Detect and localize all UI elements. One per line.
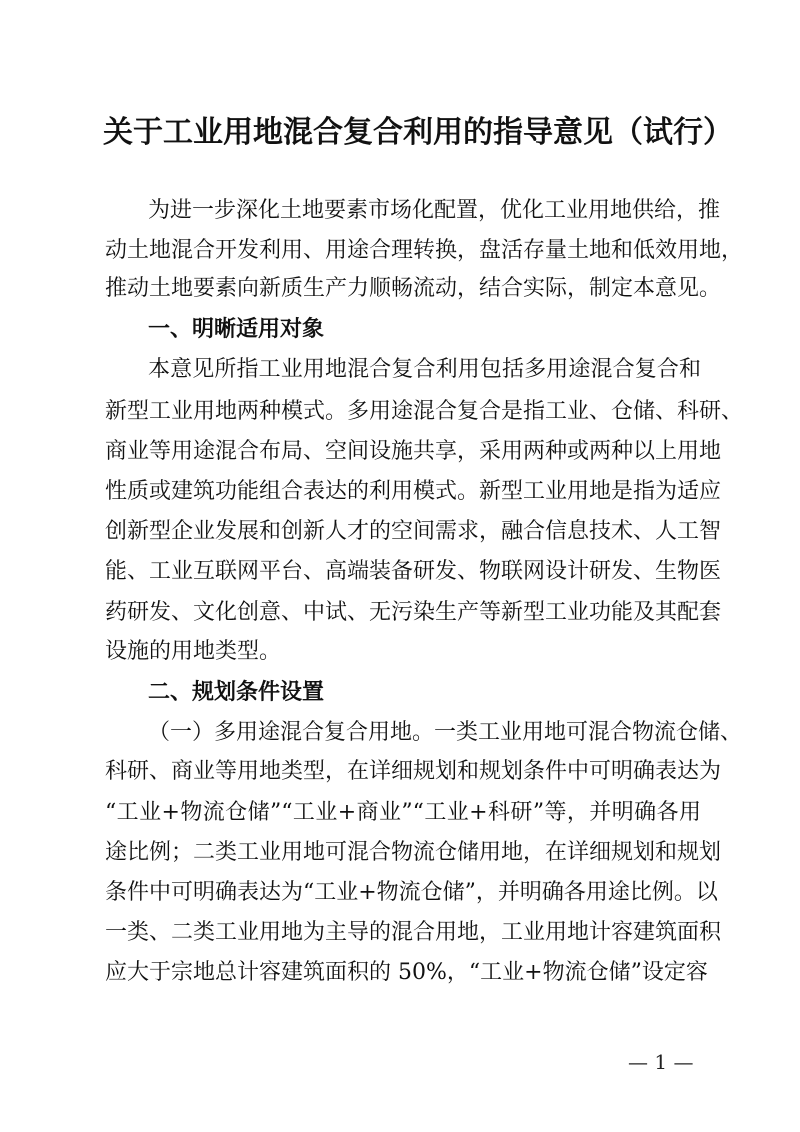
body-line: 创新型企业发展和创新人才的空间需求，融合信息技术、人工智 xyxy=(105,519,722,544)
intro-line: 为进一步深化土地要素市场化配置，优化工业用地供给，推 xyxy=(148,198,721,223)
body-line: 本意见所指工业用地混合复合利用包括多用途混合复合和 xyxy=(148,357,701,382)
body-line: “工业+物流仓储”“工业+商业”“工业+科研”等，并明确各用 xyxy=(105,800,701,825)
document-title: 关于工业用地混合复合利用的指导意见（试行） xyxy=(103,115,733,150)
body-line: 应大于宗地总计容建筑面积的 50%，“工业+物流仓储”设定容 xyxy=(105,960,708,985)
section-heading-2: 二、规划条件设置 xyxy=(148,680,325,705)
body-line: 药研发、文化创意、中试、无污染生产等新型工业功能及其配套 xyxy=(105,600,722,625)
section-heading-1: 一、明晰适用对象 xyxy=(148,317,325,342)
body-line: 一类、二类工业用地为主导的混合用地，工业用地计容建筑面积 xyxy=(105,920,722,945)
page-number: — 1 — xyxy=(628,1050,694,1074)
body-line: 途比例；二类工业用地可混合物流仓储用地，在详细规划和规划 xyxy=(105,840,722,865)
body-line: 科研、商业等用地类型，在详细规划和规划条件中可明确表达为 xyxy=(105,759,722,784)
body-line: 能、工业互联网平台、高端装备研发、物联网设计研发、生物医 xyxy=(105,559,722,584)
intro-line: 动土地混合开发利用、用途合理转换，盘活存量土地和低效用地， xyxy=(105,238,744,263)
body-line: 新型工业用地两种模式。多用途混合复合是指工业、仓储、科研、 xyxy=(105,399,744,424)
body-line: 条件中可明确表达为“工业+物流仓储”，并明确各用途比例。以 xyxy=(105,880,718,905)
body-line: 商业等用途混合布局、空间设施共享，采用两种或两种以上用地 xyxy=(105,439,722,464)
body-line: （一）多用途混合复合用地。一类工业用地可混合物流仓储、 xyxy=(148,720,743,745)
intro-line: 推动土地要素向新质生产力顺畅流动，结合实际，制定本意见。 xyxy=(105,276,722,301)
body-line: 设施的用地类型。 xyxy=(105,639,282,664)
body-line: 性质或建筑功能组合表达的利用模式。新型工业用地是指为适应 xyxy=(105,479,722,504)
